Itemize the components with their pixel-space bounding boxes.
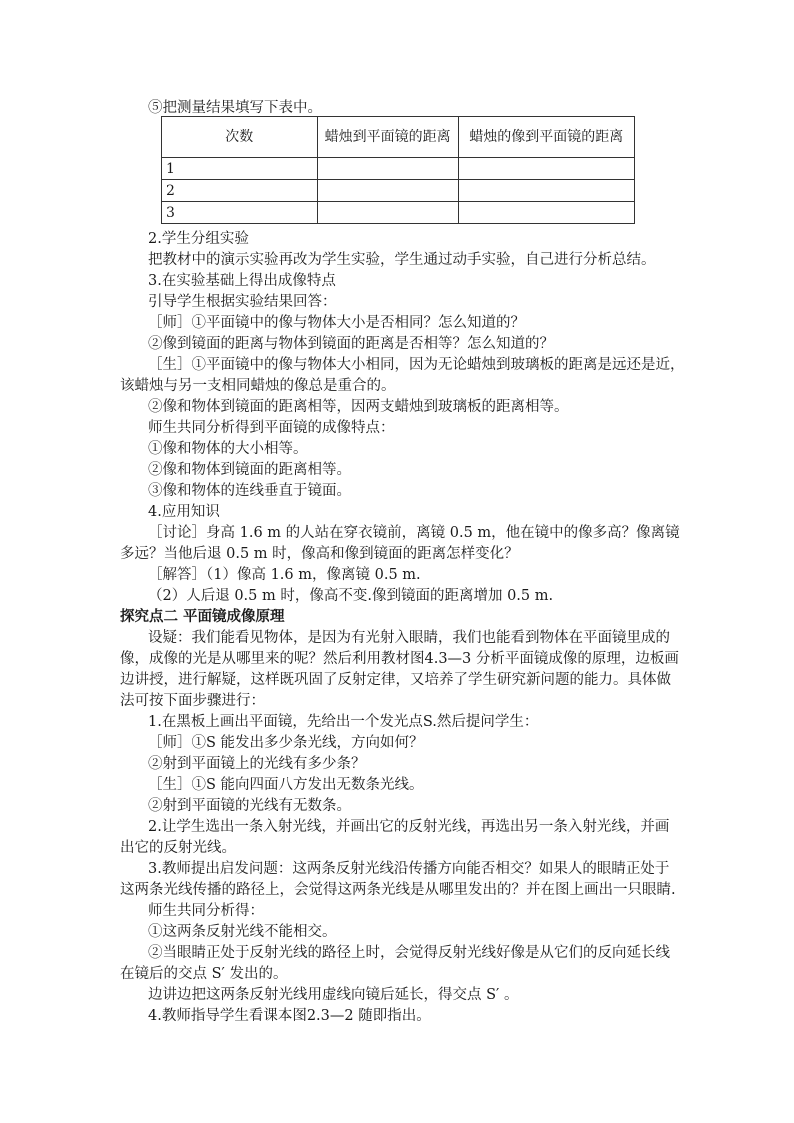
table-cell — [458, 202, 634, 224]
paragraph: ［师］①平面镜中的像与物体大小是否相同？怎么知道的？ — [148, 315, 525, 331]
paragraph: ②像和物体到镜面的距离相等。 — [148, 462, 351, 478]
paragraph: 这两条光线传播的路径上，会觉得这两条光线是从哪里发出的？并在图上画出一只眼睛. — [120, 882, 676, 898]
paragraph: 师生共同分析得： — [148, 903, 264, 919]
paragraph: 像，成像的光是从哪里来的呢？然后利用教材图4.3—3 分析平面镜成像的原理，边板画 — [120, 651, 679, 667]
paragraph: 师生共同分析得到平面镜的成像特点： — [148, 420, 395, 436]
paragraph: ［生］①平面镜中的像与物体大小相同，因为无论蜡烛到玻璃板的距离是远还是近， — [148, 357, 685, 373]
table-header-row — [162, 117, 635, 158]
table-cell — [317, 180, 458, 202]
table-cell: 2 — [162, 180, 318, 202]
paragraph: 多远？当他后退 0.5 m 时，像高和像到镜面的距离怎样变化？ — [120, 546, 519, 562]
paragraph: 4.应用知识 — [148, 504, 220, 520]
paragraph: 1.在黑板上画出平面镜，先给出一个发光点S.然后提问学生： — [148, 714, 539, 730]
paragraph: ②像和物体到镜面的距离相等，因两支蜡烛到玻璃板的距离相等。 — [148, 399, 569, 415]
paragraph: ③像和物体的连线垂直于镜面。 — [148, 483, 351, 499]
paragraph: 4.教师指导学生看课本图2.3—2 随即指出。 — [148, 1008, 431, 1024]
table-cell — [317, 202, 458, 224]
table-header-cell: 蜡烛到平面镜的距离 — [317, 117, 458, 158]
table-header-cell: 蜡烛的像到平面镜的距离 — [458, 117, 634, 158]
paragraph: 设疑：我们能看见物体，是因为有光射入眼睛，我们也能看到物体在平面镜里成的 — [148, 630, 670, 646]
table-header-cell: 次数 — [162, 117, 318, 158]
paragraph: ［生］①S 能向四面八方发出无数条光线。 — [148, 777, 424, 793]
paragraph: 边讲授，进行解疑，这样既巩固了反射定律，又培养了学生研究新问题的能力。具体做 — [120, 672, 671, 688]
table-cell: 1 — [162, 158, 318, 180]
paragraph: 把教材中的演示实验再改为学生实验，学生通过动手实验，自己进行分析总结。 — [148, 252, 656, 268]
paragraph: （2）人后退 0.5 m 时，像高不变.像到镜面的距离增加 0.5 m. — [148, 588, 554, 604]
paragraph: ①这两条反射光线不能相交。 — [148, 924, 337, 940]
table-cell — [458, 180, 634, 202]
paragraph: ⑤把测量结果填写下表中。 — [148, 100, 322, 116]
paragraph: ②像到镜面的距离与物体到镜面的距离是否相等？怎么知道的？ — [148, 336, 554, 352]
table-cell — [317, 158, 458, 180]
paragraph: 3.在实验基础上得出成像特点 — [148, 273, 336, 289]
paragraph: ［师］①S 能发出多少条光线，方向如何？ — [148, 735, 424, 751]
paragraph: 法可按下面步骤进行： — [120, 693, 265, 709]
paragraph: 出它的反射光线。 — [120, 840, 236, 856]
paragraph: 引导学生根据实验结果回答： — [148, 294, 337, 310]
paragraph: 2.学生分组实验 — [148, 231, 249, 247]
table-row — [162, 180, 635, 202]
paragraph: ②射到平面镜上的光线有多少条？ — [148, 756, 366, 772]
table-cell — [458, 158, 634, 180]
paragraph: 2.让学生选出一条入射光线，并画出它的反射光线，再选出另一条入射光线，并画 — [148, 819, 670, 835]
paragraph: ②当眼睛正处于反射光线的路径上时，会觉得反射光线好像是从它们的反向延长线 — [148, 945, 670, 961]
paragraph: 边讲边把这两条反射光线用虚线向镜后延长，得交点 S′ 。 — [148, 987, 519, 1003]
paragraph: ②射到平面镜的光线有无数条。 — [148, 798, 351, 814]
table-cell: 3 — [162, 202, 318, 224]
measurement-table — [161, 116, 635, 224]
paragraph: ①像和物体的大小相等。 — [148, 441, 308, 457]
table-row — [162, 202, 635, 224]
paragraph: ［解答］（1）像高 1.6 m，像离镜 0.5 m. — [148, 567, 421, 583]
paragraph: 3.教师提出启发问题：这两条反射光线沿传播方向能否相交？如果人的眼睛正处于 — [148, 861, 670, 877]
table-row — [162, 158, 635, 180]
paragraph: ［讨论］身高 1.6 m 的人站在穿衣镜前，离镜 0.5 m，他在镜中的像多高？像离镜 — [148, 525, 680, 541]
section-heading: 探究点二 平面镜成像原理 — [120, 609, 285, 625]
paragraph: 在镜后的交点 S′ 发出的。 — [120, 966, 288, 982]
paragraph: 该蜡烛与另一支相同蜡烛的像总是重合的。 — [120, 378, 396, 394]
